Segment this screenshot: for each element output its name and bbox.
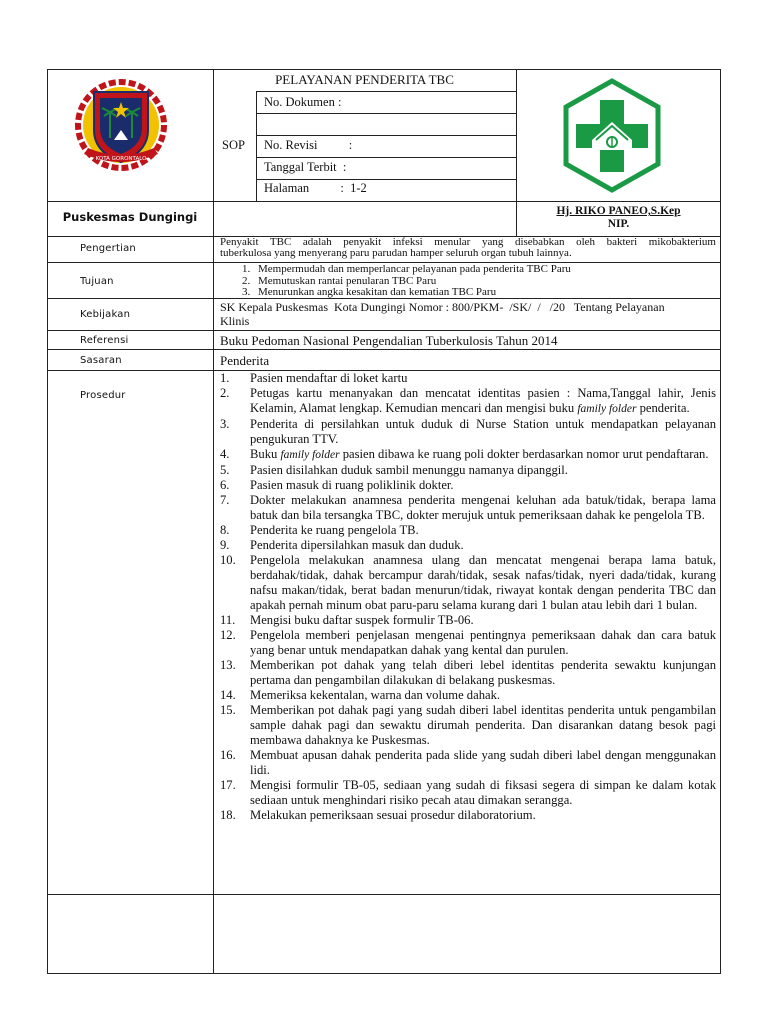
puskesmas-logo <box>562 78 662 193</box>
label-tujuan: Tujuan <box>80 276 114 287</box>
step-text: Membuat apusan dahak penderita pada slide yang sudah diberi label dengan menggunakan lidi. <box>250 748 716 777</box>
step-number: 18. <box>220 808 236 822</box>
label-pengertian: Pengertian <box>80 243 136 254</box>
step-number: 9. <box>220 538 230 552</box>
step-text-after: penderita. <box>636 401 690 415</box>
list-text: Memutuskan rantai penularan TBC Paru <box>258 274 437 287</box>
section-line <box>47 330 721 331</box>
step-text-after: pasien dibawa ke ruang poli dokter berdasarkan nomor urut pendaftaran. <box>339 447 709 461</box>
crest-motto: KOTA GORONTALO <box>95 156 147 162</box>
step-number: 3. <box>220 417 230 431</box>
procedure-step <box>220 478 716 493</box>
label-prosedur: Prosedur <box>80 390 126 401</box>
field-halaman: Halaman : 1-2 <box>264 181 367 195</box>
step-text: Pengelola memberi penjelasan mengenai pentingnya pemeriksaan dahak dan cara batuk yang benar untuk mendapatkan dahak yang kental dan purulen. <box>250 628 716 657</box>
procedure-step <box>220 688 716 703</box>
procedure-step <box>220 658 716 688</box>
prosedur-steps-list <box>220 371 716 823</box>
header-line <box>256 113 516 114</box>
step-italic-text: family folder <box>577 403 637 415</box>
list-text: Mempermudah dan memperlancar pelayanan pada penderita TBC Paru <box>258 263 571 275</box>
header-line <box>256 91 516 92</box>
signer-name: Hj. RIKO PANEO,S.Kep <box>556 205 681 217</box>
step-number: 11. <box>220 613 236 627</box>
step-text: Pengelola melakukan anamnesa ulang dan mencatat mengenai berapa lama batuk, berdahak/tidak, dahak bercampur darah/tidak, sesak nafas/tidak, nyeri dada/tidak, kurang nafsu makan/tidak, berat badan menurun/tidak, riwayat kontak dengan penderita TBC dan apakah pernah minum obat paru-paru selama kurang dari 1 bulan atau lebih dari 1 bulan. <box>250 553 716 612</box>
referensi-text: Buku Pedoman Nasional Pengendalian Tuberkulosis Tahun 2014 <box>220 333 558 348</box>
step-text: Memberikan pot dahak yang telah diberi lebel identitas penderita sewaktu kunjungan pertama dan pengambilan dilakukan di belakang puskesmas. <box>250 658 716 687</box>
label-kebijakan: Kebijakan <box>80 309 131 320</box>
procedure-step <box>220 538 716 553</box>
procedure-step <box>220 463 716 478</box>
step-text: Petugas kartu menanyakan dan mencatat identitas pasien : Nama,Tanggal lahir, Jenis Kelamin, Alamat lengkap. Kemudian mencari dan mengisi buku <box>250 386 716 415</box>
step-number: 6. <box>220 478 230 492</box>
step-number: 10. <box>220 553 236 567</box>
step-text: Mengisi buku daftar suspek formulir TB-06. <box>250 613 474 627</box>
step-text: Dokter melakukan anamnesa penderita mengenai keluhan ada batuk/tidak, berapa lama batuk dan bila tersangka TBC, dokter merujuk untuk pemeriksaan dahak ke pengelola TB. <box>250 493 716 522</box>
kebijakan-line-2: Klinis <box>220 314 250 328</box>
step-number: 14. <box>220 688 236 702</box>
step-text: Pasien disilahkan duduk sambil menunggu namanya dipanggil. <box>250 463 568 477</box>
list-number: 1. <box>242 263 251 275</box>
procedure-step <box>220 386 716 417</box>
step-number: 1. <box>220 371 230 385</box>
step-number: 17. <box>220 778 236 792</box>
step-text: Pasien mendaftar di loket kartu <box>250 371 408 385</box>
tujuan-list <box>232 264 571 299</box>
step-italic-text: family folder <box>280 449 340 461</box>
step-number: 4. <box>220 447 230 461</box>
step-text: Penderita di persilahkan untuk duduk di Nurse Station untuk mendapatkan pelayanan pengukuran TTV. <box>250 417 716 446</box>
step-number: 13. <box>220 658 236 672</box>
step-text: Mengisi formulir TB-05, sediaan yang sudah di fiksasi segera di simpan ke dalam kotak sediaan untuk menghindari risiko pecah atau dimakan serangga. <box>250 778 716 807</box>
list-text: Menurunkan angka kesakitan dan kematian TBC Paru <box>258 286 497 298</box>
kebijakan-line-1: SK Kepala Puskesmas Kota Dungingi Nomor : 800/PKM- /SK/ / /20 Tentang Pelayanan <box>220 300 665 314</box>
field-tanggal-terbit: Tanggal Terbit : <box>264 160 347 174</box>
signer-nip: NIP. <box>607 218 630 230</box>
procedure-step <box>220 613 716 628</box>
step-number: 5. <box>220 463 230 477</box>
step-number: 2. <box>220 386 230 400</box>
section-line <box>47 349 721 350</box>
list-number: 2. <box>242 274 251 287</box>
step-text: Melakukan pemeriksaan sesuai prosedur dilaboratorium. <box>250 808 536 822</box>
procedure-step <box>220 447 716 463</box>
puskesmas-green-cross-icon <box>562 78 662 193</box>
step-number: 7. <box>220 493 230 507</box>
pengertian-line-2: tuberkulosa yang menyerang paru parudan hamper seluruh organ tubuh lainnya. <box>220 247 572 259</box>
list-item <box>232 287 571 299</box>
header-line <box>47 201 721 202</box>
sop-label: SOP <box>222 138 245 152</box>
regional-crest-logo <box>74 78 168 172</box>
field-no-dokumen: No. Dokumen : <box>264 95 342 109</box>
procedure-step <box>220 493 716 523</box>
sasaran-text: Penderita <box>220 353 270 368</box>
regional-crest-emblem-icon <box>74 78 168 172</box>
left-column-divider <box>213 69 214 974</box>
institution-name: Puskesmas Dungingi <box>62 210 198 224</box>
step-number: 12. <box>220 628 236 642</box>
procedure-step <box>220 523 716 538</box>
step-text: Buku <box>250 447 281 461</box>
step-text: Penderita ke ruang pengelola TB. <box>250 523 419 537</box>
sop-field-divider <box>256 91 257 201</box>
step-text: Memberikan pot dahak pagi yang sudah diberi label identitas penderita untuk pengambilan sample dahak pagi dan sewaktu dirumah penderita. Dan disarankan datang besok pagi membawa dahaknya ke Puskesmas. <box>250 703 716 747</box>
step-text: Pasien masuk di ruang poliklinik dokter. <box>250 478 454 492</box>
list-number: 3. <box>242 286 251 298</box>
label-sasaran: Sasaran <box>80 355 122 366</box>
step-number: 16. <box>220 748 236 762</box>
procedure-step <box>220 553 716 613</box>
procedure-step <box>220 778 716 808</box>
step-number: 8. <box>220 523 230 537</box>
label-referensi: Referensi <box>80 335 129 346</box>
header-line <box>256 135 516 136</box>
procedure-step <box>220 748 716 778</box>
step-number: 15. <box>220 703 236 717</box>
step-text: Memeriksa kekentalan, warna dan volume dahak. <box>250 688 501 702</box>
empty-footer-row <box>47 894 721 974</box>
page-title: PELAYANAN PENDERITA TBC <box>275 72 454 87</box>
header-line <box>256 157 516 158</box>
pengertian-line-1: Penyakit TBC adalah penyakit infeksi menular yang disebabkan oleh bakteri mikobakterium <box>220 236 716 248</box>
header-line <box>256 179 516 180</box>
procedure-step <box>220 371 716 386</box>
procedure-step <box>220 417 716 447</box>
step-text: Penderita dipersilahkan masuk dan duduk. <box>250 538 464 552</box>
procedure-step <box>220 628 716 658</box>
procedure-step <box>220 703 716 748</box>
procedure-step <box>220 808 716 823</box>
field-no-revisi: No. Revisi : <box>264 138 353 152</box>
